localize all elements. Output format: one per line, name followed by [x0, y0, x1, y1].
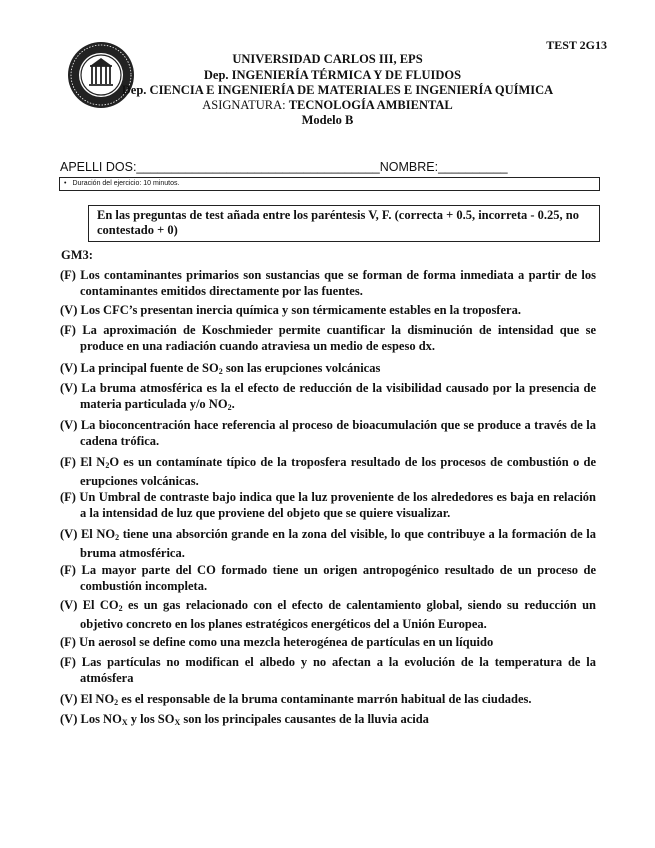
question-item: [60, 268, 596, 299]
subscript: 2: [227, 402, 232, 412]
question-text: (V) Los CFC’s presentan inercia química y son térmicamente estables en la troposfera.: [60, 303, 521, 317]
question-text: (F) Las partículas no modifican el albedo y no afectan a la evolución de la temperatura de la atmósfera: [60, 655, 596, 685]
question-text: son las erupciones volcánicas: [222, 361, 381, 375]
duration-box: [59, 177, 600, 191]
student-name-field: APELLI DOS:___________________________________NOMBRE:__________: [60, 160, 508, 174]
question-text: (V) El CO: [60, 598, 119, 612]
subscript: 2: [218, 367, 223, 376]
question-text: (V) El NO: [60, 527, 116, 541]
question-text: (V) La bioconcentración hace referencia al proceso de bioacumulación que se produce a través de la cadena trófica.: [60, 418, 596, 448]
question-text: (V) El NO: [60, 692, 115, 706]
question-item: [60, 563, 596, 594]
bullet-icon: •: [64, 180, 67, 187]
question-text: (V) La bruma atmosférica es la el efecto de reducción de la visibilidad causado por la presencia de materia particulada y/o NO: [60, 381, 596, 411]
question-item: [60, 692, 596, 711]
subscript: X: [121, 718, 128, 727]
question-item: [60, 527, 596, 561]
subject-name: TECNOLOGÍA AMBIENTAL: [288, 98, 453, 112]
question-text: (F) La aproximación de Koschmieder permite cuantificar la disminución de intensidad que se produce en una radiación cuando atraviesa un medio de espeso dx.: [60, 323, 596, 353]
subscript: X: [174, 718, 181, 727]
department-2: Dep. CIENCIA E INGENIERÍA DE MATERIALES E INGENIERÍA QUÍMICA: [121, 83, 554, 97]
subject-line: [0, 98, 655, 113]
test-code: TEST 2G13: [546, 38, 607, 52]
question-item: [60, 418, 596, 449]
question-text: (F) Los contaminantes primarios son sustancias que se forman de forma inmediata a partir de los contaminantes emitidos directamente por las fuentes.: [60, 268, 596, 298]
question-item: [60, 303, 596, 319]
question-item: [60, 635, 596, 651]
question-item: [60, 381, 596, 415]
subscript: 2: [118, 604, 123, 613]
question-text: es un gas relacionado con el efecto de calentamiento global, siendo su reducción un objetivo concreto en los planes estratégicos energéticos del a Unión Europea.: [80, 598, 597, 631]
question-item: [60, 455, 596, 489]
subscript: 2: [115, 533, 120, 542]
department-1: Dep. INGENIERÍA TÉRMICA Y DE FLUIDOS: [203, 68, 462, 82]
university-name: UNIVERSIDAD CARLOS III, EPS: [232, 52, 423, 66]
section-title: GM3:: [61, 248, 93, 262]
exam-model: Modelo B: [301, 113, 354, 127]
question-item: [60, 361, 596, 380]
subject-label: ASIGNATURA:: [202, 98, 289, 112]
question-item: [60, 655, 596, 686]
question-item: [60, 598, 596, 632]
duration-text: Duración del ejercicio: 10 minutos.: [72, 180, 180, 187]
question-item: [60, 712, 596, 731]
question-text: .: [231, 396, 235, 411]
instructions-box: En las preguntas de test añada entre los paréntesis V, F. (correcta + 0.5, incorreta - 0.25, no contestado + 0): [88, 205, 600, 242]
question-text: (F) Un aerosol se define como una mezcla heterogénea de partículas en un líquido: [60, 635, 494, 649]
question-text: (V) Los NO: [60, 712, 122, 726]
subscript: 2: [114, 698, 119, 707]
question-text: (V) La principal fuente de SO: [60, 361, 219, 375]
question-text: es el responsable de la bruma contaminante marrón habitual de las ciudades.: [118, 692, 532, 706]
question-text: (F) Un Umbral de contraste bajo indica que la luz proveniente de los alrededores es baja en relación a la intensidad de luz que proviene del objeto que se quiere visualizar.: [60, 490, 596, 520]
question-item: [60, 323, 596, 354]
question-item: [60, 490, 596, 521]
question-text: son los principales causantes de la lluvia acida: [180, 712, 429, 726]
question-text: O es un contamínate típico de la troposfera resultado de los procesos de combustión o de erupciones volcánicas.: [80, 455, 596, 488]
question-text: y los SO: [127, 712, 175, 726]
question-text: (F) La mayor parte del CO formado tiene un origen antropogénico resultado de un proceso de combustión incompleta.: [60, 563, 596, 593]
question-text: (F) El N: [60, 455, 106, 469]
subscript: 2: [105, 461, 110, 470]
question-text: tiene una absorción grande en la zona del visible, lo que contribuye a la formación de la bruma atmosférica.: [80, 527, 597, 560]
